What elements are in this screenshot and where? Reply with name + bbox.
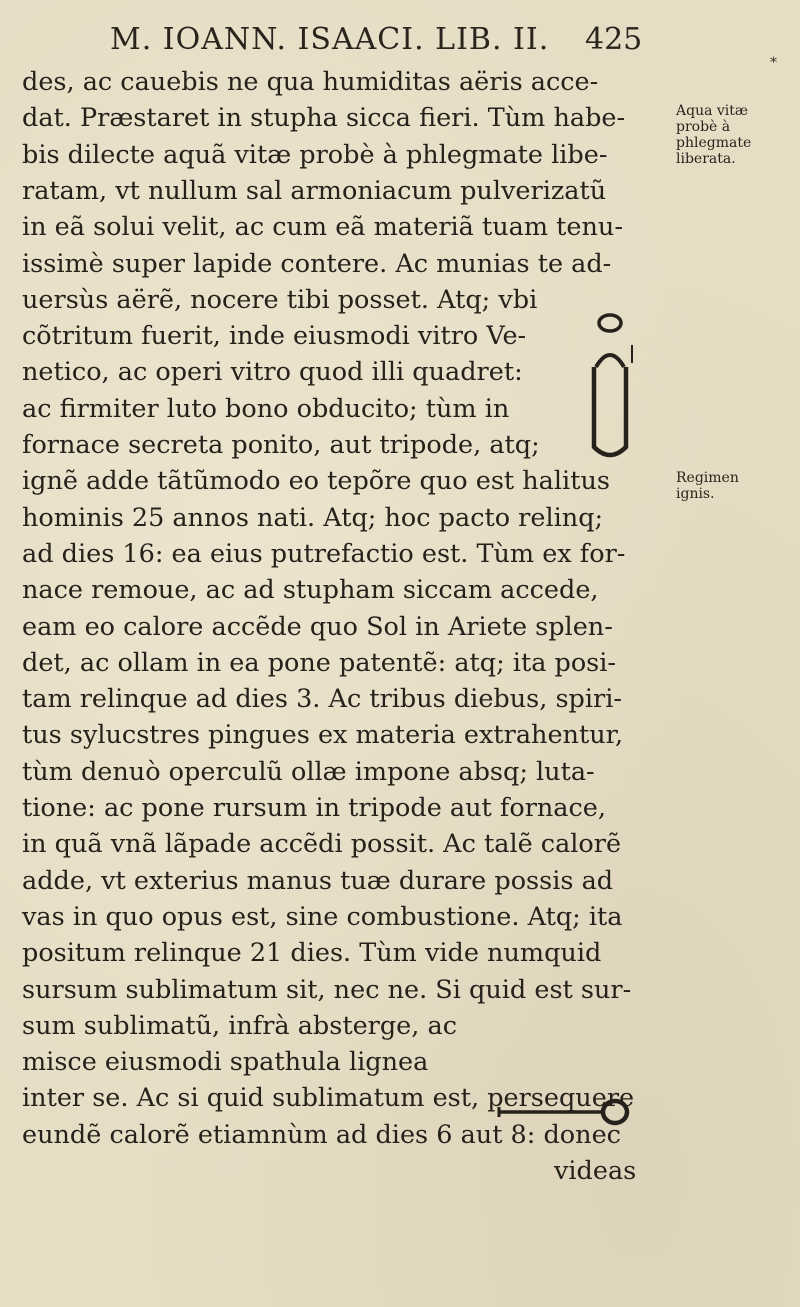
- text-line: tus sylucstres pingues ex materia extrahentur,: [22, 720, 624, 751]
- marginal-line: Regimen: [676, 470, 739, 486]
- text-line: bis dilecte aquã vitæ probè à phlegmate libe-: [22, 139, 608, 170]
- text-line: sum sublimatũ, infrà absterge, ac: [22, 1010, 457, 1041]
- text-line: tùm denuò operculũ ollæ impone absq; luta-: [22, 756, 595, 787]
- text-line: issimè super lapide contere. Ac munias te ad-: [22, 248, 612, 279]
- marginal-line: Aqua vitæ: [676, 103, 749, 119]
- marginal-line: probè à: [676, 119, 731, 135]
- page-number: 425: [585, 22, 643, 57]
- text-line: vas in quo opus est, sine combustione. Atq; ita: [22, 901, 623, 932]
- text-line: netico, ac operi vitro quod illi quadret:: [22, 357, 523, 388]
- catchword: videas: [554, 1156, 637, 1186]
- spatula-icon: [495, 1090, 645, 1130]
- text-line: in quã vnã lãpade accẽdi possit. Ac talẽ calorẽ: [22, 829, 622, 860]
- text-line: eundẽ calorẽ etiamnùm ad dies 6 aut 8: donec: [22, 1119, 621, 1150]
- text-line: in eã solui velit, ac cum eã materiã tuam tenu-: [22, 212, 623, 243]
- corner-mark: *: [770, 55, 777, 71]
- text-line: ignẽ adde tãtũmodo eo tepõre quo est halitus: [22, 466, 610, 497]
- text-line: positum relinque 21 dies. Tùm vide numquid: [22, 938, 602, 969]
- text-line: sursum sublimatum sit, nec ne. Si quid est sur-: [22, 974, 632, 1005]
- marginal-note-aqua-vitae: [676, 103, 751, 167]
- text-line: adde, vt exterius manus tuæ durare possis ad: [22, 865, 614, 896]
- text-line: uersùs aërẽ, nocere tibi posset. Atq; vbi: [22, 284, 538, 315]
- text-line: tione: ac pone rursum in tripode aut fornace,: [22, 793, 606, 823]
- text-line: nace remoue, ac ad stupham siccam accede,: [22, 575, 599, 606]
- text-line: det, ac ollam in ea pone patentẽ: atq; ita posi-: [22, 647, 617, 678]
- glass-vessel-icon: [590, 305, 650, 465]
- text-line: dat. Præstaret in stupha sicca fieri. Tùm habe-: [22, 103, 626, 134]
- running-head: M. IOANN. ISAACI. LIB. II.: [110, 22, 550, 57]
- text-line: fornace secreta ponito, aut tripode, atq;: [22, 430, 540, 460]
- text-line: inter se. Ac si quid sublimatum est, persequere: [22, 1083, 635, 1114]
- marginal-line: phlegmate: [676, 135, 752, 151]
- marginal-note-regimen-ignis: [676, 470, 739, 502]
- marginal-line: ignis.: [676, 486, 715, 502]
- text-line: cõtritum fuerit, inde eiusmodi vitro Ve-: [22, 321, 527, 352]
- text-line: hominis 25 annos nati. Atq; hoc pacto relinq;: [22, 502, 604, 533]
- text-line: tam relinque ad dies 3. Ac tribus diebus, spiri-: [22, 684, 622, 715]
- marginal-line: liberata.: [676, 151, 736, 167]
- text-line: eam eo calore accẽde quo Sol in Ariete splen-: [22, 611, 613, 642]
- text-line: ac firmiter luto bono obducito; tùm in: [22, 393, 510, 424]
- text-line: ad dies 16: ea eius putrefactio est. Tùm ex for-: [22, 538, 626, 569]
- text-line: ratam, vt nullum sal armoniacum pulverizatũ: [22, 175, 607, 206]
- text-line: misce eiusmodi spathula lignea: [22, 1047, 429, 1078]
- text-line: des, ac cauebis ne qua humiditas aëris acce-: [22, 67, 599, 97]
